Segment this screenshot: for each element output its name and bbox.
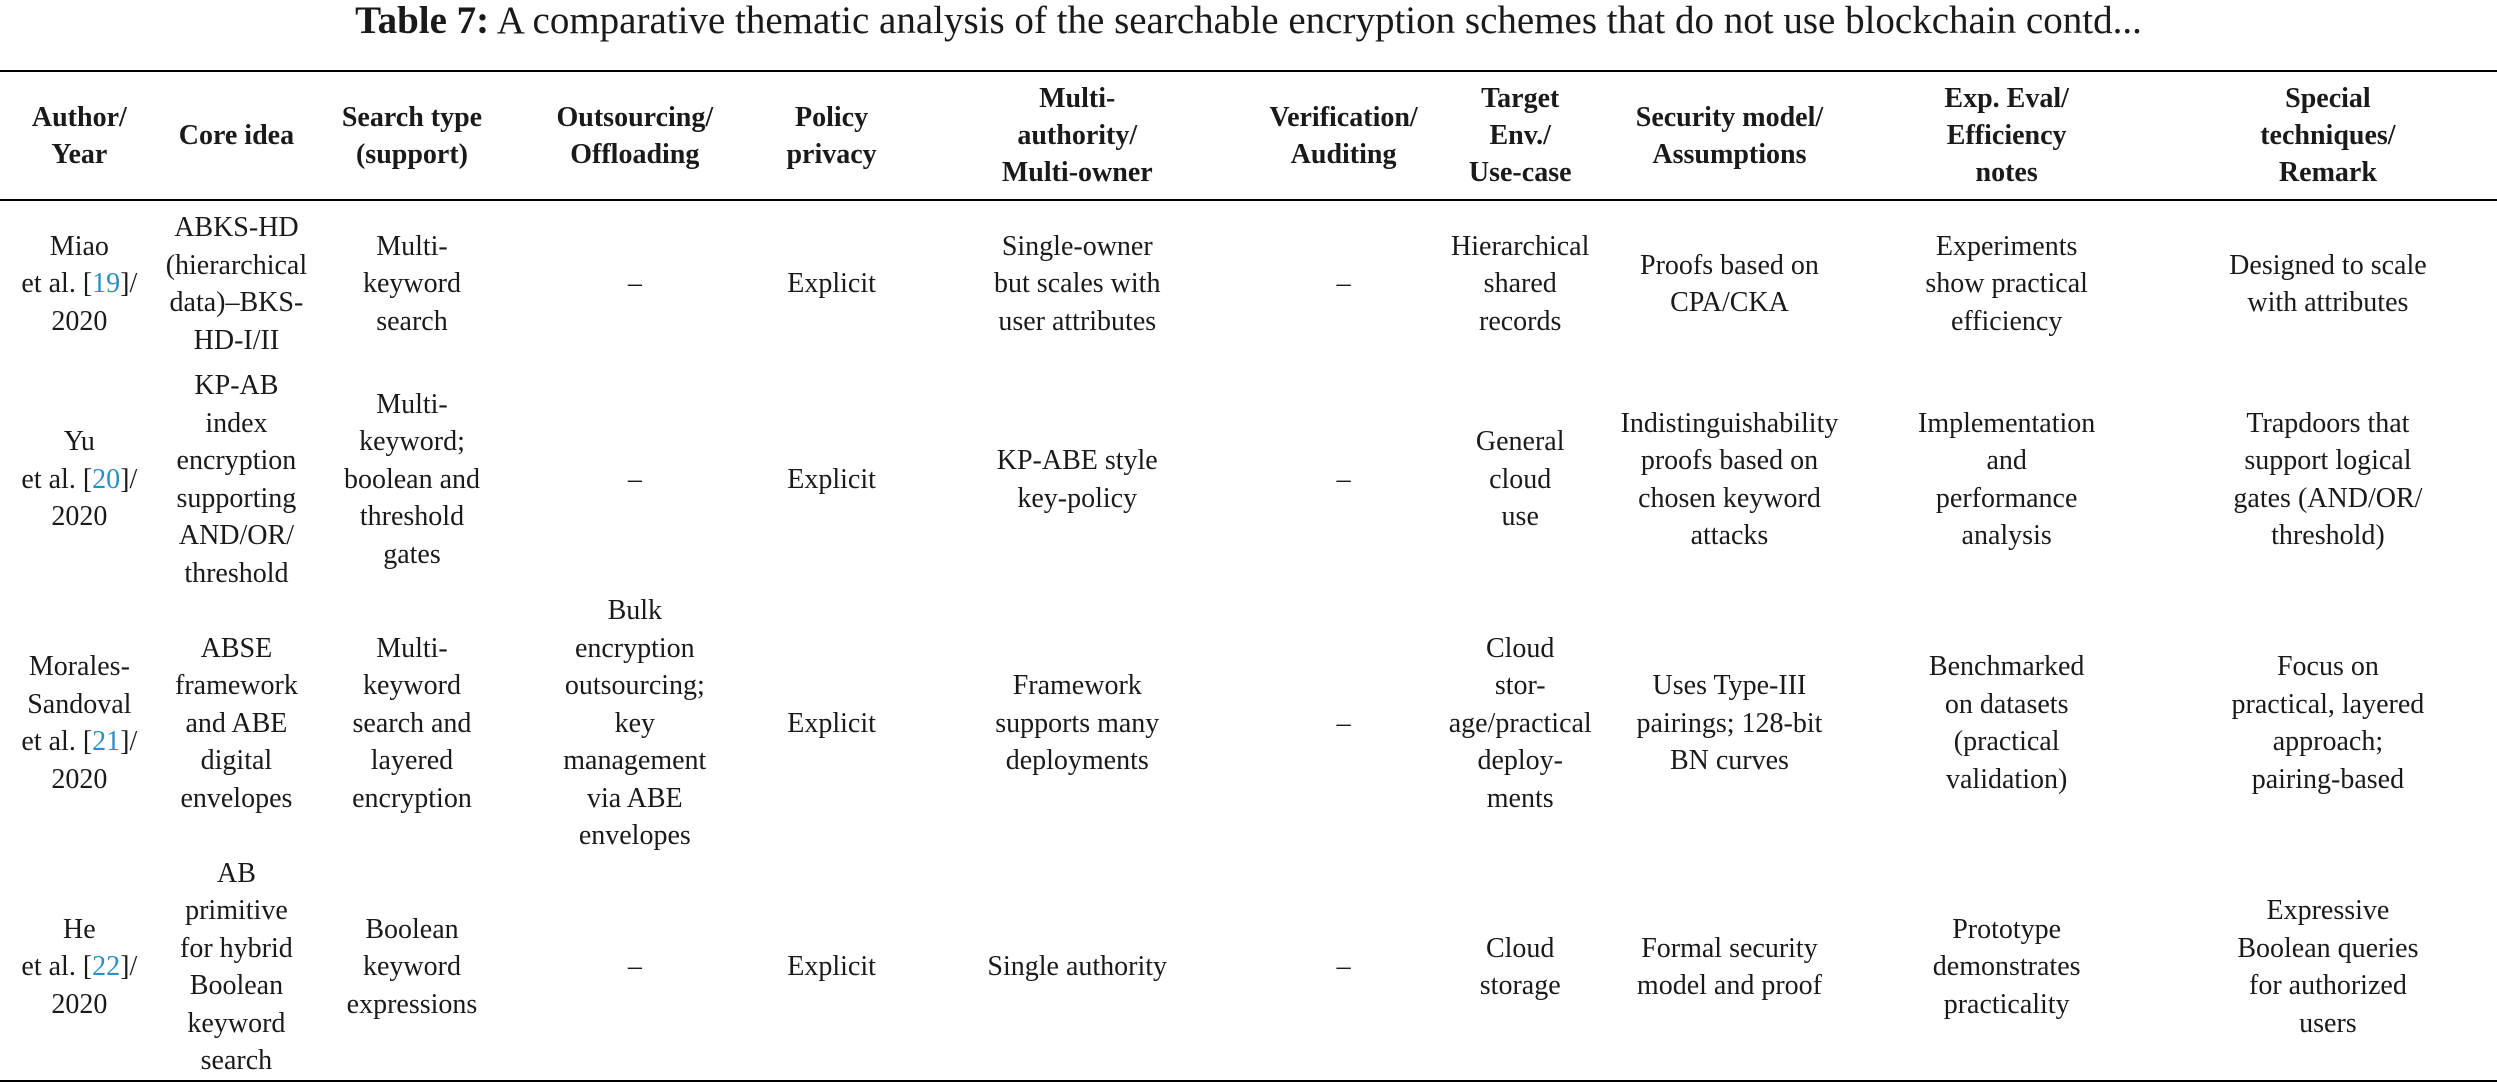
cell-line: envelopes: [578, 820, 691, 851]
table-cell: [1251, 200, 1436, 367]
column-header-line: Target: [1481, 83, 1560, 114]
author-year: 2020: [51, 763, 108, 795]
cell-line: Cloud: [1485, 632, 1555, 664]
column-header-line: Verification/: [1269, 101, 1418, 133]
column-header-line: Special: [2285, 83, 2371, 114]
cell-line: keyword: [362, 268, 461, 300]
cell-line: Proofs based on: [1640, 249, 1819, 281]
cell-line: (practical: [1953, 726, 2060, 758]
cell-line: with attributes: [2247, 287, 2409, 318]
author-name: Yu: [63, 426, 95, 458]
cell-line: but scales with: [994, 268, 1161, 300]
table-cell: [314, 200, 510, 367]
cell-line: outsourcing;: [564, 670, 705, 701]
column-header-line: Remark: [2278, 157, 2377, 188]
cell-line: –: [1336, 463, 1351, 495]
reference-link[interactable]: 19: [92, 268, 121, 300]
cell-line: validation): [1946, 763, 2068, 795]
cell-line: Bulk: [607, 595, 663, 626]
cell-line: key-policy: [1017, 482, 1138, 514]
table-cell: [314, 855, 510, 1081]
author-year-cell: [0, 200, 159, 367]
cell-line: –: [1336, 268, 1351, 300]
author-etal: et al. [: [21, 726, 93, 758]
cell-line: Benchmarked: [1928, 651, 2085, 683]
table-cell: [1604, 592, 1854, 855]
cell-line: HD-I/II: [193, 324, 280, 356]
cell-line: cloud: [1489, 463, 1552, 495]
table-cell: [2159, 200, 2497, 367]
column-header-line: Auditing: [1290, 138, 1397, 170]
table-cell: [903, 200, 1251, 367]
column-header: [314, 71, 510, 200]
cell-line: approach;: [2272, 726, 2384, 758]
table-row: [0, 200, 2497, 367]
cell-line: deployments: [1005, 745, 1149, 776]
cell-line: Uses Type-III: [1652, 670, 1807, 701]
cell-line: Explicit: [787, 463, 876, 495]
table-cell: [1854, 200, 2158, 367]
caption-text: A comparative thematic analysis of the searchable encryption schemes that do not use blockchain contd...: [489, 0, 2142, 42]
cell-line: performance: [1935, 482, 2078, 514]
cell-line: proofs based on: [1640, 445, 1819, 476]
cell-line: deploy-: [1477, 745, 1563, 776]
cell-line: chosen keyword: [1638, 482, 1821, 514]
cell-line: keyword: [362, 670, 461, 701]
cell-line: analysis: [1961, 520, 2052, 551]
cell-line: (hierarchical: [165, 249, 308, 281]
table-cell: [903, 855, 1251, 1081]
header-row: [0, 71, 2497, 200]
column-header-line: Assumptions: [1652, 138, 1807, 170]
author-year-cell: [0, 592, 159, 855]
column-header-line: Efficiency: [1946, 120, 2067, 151]
reference-link[interactable]: 20: [92, 463, 121, 495]
author-etal-close: ]/: [120, 726, 138, 758]
table-cell: [510, 855, 760, 1081]
table-cell: [1854, 855, 2158, 1081]
table-cell: [2159, 592, 2497, 855]
table-row: [0, 367, 2497, 592]
table-cell: [760, 855, 903, 1081]
author-etal-close: ]/: [120, 268, 138, 300]
author-etal: et al. [: [21, 463, 93, 495]
table-cell: [510, 367, 760, 592]
cell-line: Multi-: [376, 632, 448, 664]
table-cell: [1854, 592, 2158, 855]
column-header-line: Use-case: [1468, 157, 1572, 188]
cell-line: Boolean: [365, 913, 459, 945]
column-header-line: Search type: [341, 101, 483, 133]
cell-line: digital: [200, 745, 273, 776]
cell-line: Indistinguishability: [1620, 407, 1839, 439]
author-name: Miao: [49, 230, 109, 262]
reference-link[interactable]: 21: [92, 726, 121, 758]
author-name: Sandoval: [27, 688, 132, 720]
author-etal-close: ]/: [120, 463, 138, 495]
cell-line: Experiments: [1935, 230, 2078, 262]
cell-line: General: [1475, 426, 1565, 458]
cell-line: ABKS-HD: [174, 212, 299, 243]
cell-line: AND/OR/: [178, 520, 294, 551]
cell-line: threshold: [184, 557, 289, 589]
column-header-line: Multi-: [1039, 83, 1116, 114]
cell-line: practical, layered: [2231, 688, 2425, 720]
column-header: [1854, 71, 2158, 200]
cell-line: use: [1501, 501, 1539, 533]
cell-line: management: [563, 745, 707, 776]
table-cell: [2159, 367, 2497, 592]
table-cell: [1604, 855, 1854, 1081]
column-header: [1251, 71, 1436, 200]
cell-line: Explicit: [787, 951, 876, 983]
table-row: [0, 855, 2497, 1081]
cell-line: keyword;: [359, 426, 465, 458]
cell-line: Implementation: [1918, 407, 2096, 439]
cell-line: gates: [383, 538, 441, 570]
column-header: [903, 71, 1251, 200]
cell-line: Boolean queries: [2237, 932, 2419, 964]
cell-line: Boolean: [189, 970, 284, 1001]
column-header-line: Policy: [795, 101, 869, 133]
cell-line: stor-: [1494, 670, 1546, 701]
column-header-line: Offloading: [570, 138, 700, 170]
cell-line: supporting: [176, 482, 297, 514]
cell-line: encryption: [574, 632, 695, 664]
cell-line: –: [1336, 707, 1351, 739]
table-cell: [314, 367, 510, 592]
reference-link[interactable]: 22: [92, 951, 121, 983]
cell-line: encryption: [176, 445, 297, 476]
table-cell: [1436, 367, 1604, 592]
cell-line: pairing-based: [2251, 763, 2405, 795]
cell-line: Prototype: [1952, 913, 2062, 945]
author-year-cell: [0, 855, 159, 1081]
cell-line: gates (AND/OR/: [2233, 482, 2423, 514]
cell-line: ments: [1486, 782, 1554, 814]
cell-line: practicality: [1943, 988, 2070, 1020]
column-header: [159, 71, 314, 200]
cell-line: Multi-: [376, 388, 448, 420]
author-year: 2020: [51, 305, 108, 337]
cell-line: keyword: [362, 951, 461, 983]
table-cell: [1436, 592, 1604, 855]
column-header: [1436, 71, 1604, 200]
table-cell: [1436, 855, 1604, 1081]
table-cell: [159, 592, 314, 855]
column-header: [0, 71, 159, 200]
cell-line: support logical: [2244, 445, 2412, 476]
table-cell: [760, 592, 903, 855]
author-etal: et al. [: [21, 951, 93, 983]
column-header: [760, 71, 903, 200]
cell-line: on datasets: [1944, 688, 2069, 720]
table-cell: [159, 367, 314, 592]
column-header-line: notes: [1975, 157, 2038, 188]
author-name: Morales-: [28, 651, 130, 683]
column-header-line: techniques/: [2260, 120, 2396, 151]
table-cell: [314, 592, 510, 855]
column-header-line: Security model/: [1635, 101, 1824, 133]
cell-line: –: [627, 463, 642, 495]
table-cell: [159, 200, 314, 367]
cell-line: demonstrates: [1932, 951, 2081, 983]
cell-line: model and proof: [1636, 970, 1822, 1001]
cell-line: data)–BKS-: [169, 287, 304, 318]
cell-line: Formal security: [1641, 932, 1818, 964]
cell-line: search: [376, 305, 448, 337]
cell-line: –: [1336, 951, 1351, 983]
column-header-line: Core idea: [178, 120, 295, 151]
cell-line: threshold): [2271, 520, 2385, 551]
column-header-line: (support): [355, 138, 468, 170]
cell-line: framework: [175, 670, 298, 701]
table-cell: [760, 200, 903, 367]
cell-line: Designed to scale: [2229, 249, 2427, 281]
table-cell: [1251, 592, 1436, 855]
cell-line: BN curves: [1669, 745, 1789, 776]
table-body: [0, 200, 2497, 1081]
cell-line: show practical: [1925, 268, 2088, 300]
table-cell: [1251, 855, 1436, 1081]
cell-line: Single-owner: [1001, 230, 1153, 262]
column-header: [510, 71, 760, 200]
cell-line: Explicit: [787, 268, 876, 300]
cell-line: boolean and: [343, 463, 480, 495]
table-row: [0, 592, 2497, 855]
table-cell: [903, 592, 1251, 855]
cell-line: supports many: [995, 707, 1160, 739]
table-cell: [1436, 200, 1604, 367]
cell-line: and: [1986, 445, 2027, 476]
cell-line: age/practical: [1448, 707, 1592, 739]
cell-line: Multi-: [376, 230, 448, 262]
cell-line: Focus on: [2276, 651, 2379, 683]
cell-line: encryption: [352, 782, 472, 814]
table-cell: [510, 592, 760, 855]
table-cell: [903, 367, 1251, 592]
table-cell: [1251, 367, 1436, 592]
author-year: 2020: [51, 988, 108, 1020]
cell-line: Trapdoors that: [2246, 407, 2410, 439]
column-header-line: Author/: [31, 101, 127, 133]
cell-line: AB primitive: [185, 857, 288, 926]
table-cell: [760, 367, 903, 592]
cell-line: and ABE: [185, 707, 288, 739]
cell-line: storage: [1479, 970, 1561, 1001]
cell-line: Expressive: [2266, 895, 2390, 926]
cell-line: efficiency: [1950, 305, 2063, 337]
cell-line: CPA/CKA: [1670, 287, 1789, 318]
cell-line: keyword: [187, 1007, 286, 1039]
cell-line: –: [627, 951, 642, 983]
cell-line: expressions: [346, 988, 478, 1020]
cell-line: attacks: [1690, 520, 1769, 551]
cell-line: records: [1479, 305, 1562, 337]
cell-line: Cloud: [1485, 932, 1555, 964]
cell-line: search and: [352, 707, 472, 739]
table-cell: [1604, 200, 1854, 367]
column-header-line: privacy: [786, 138, 877, 170]
author-year: 2020: [51, 501, 108, 533]
column-header: [2159, 71, 2497, 200]
table-caption: [0, 0, 2497, 50]
column-header-line: Env./: [1489, 120, 1551, 151]
cell-line: users: [2299, 1007, 2357, 1039]
column-header: [1604, 71, 1854, 200]
table-cell: [159, 855, 314, 1081]
cell-line: Hierarchical: [1451, 230, 1590, 262]
author-name: He: [63, 913, 96, 945]
cell-line: layered: [370, 745, 454, 776]
table-cell: [510, 200, 760, 367]
cell-line: envelopes: [180, 782, 293, 814]
comparison-table: [0, 70, 2497, 1082]
cell-line: for authorized: [2249, 970, 2407, 1001]
column-header-line: Outsourcing/: [556, 101, 714, 133]
cell-line: Explicit: [787, 707, 876, 739]
cell-line: pairings; 128-bit: [1636, 707, 1823, 739]
cell-line: threshold: [359, 501, 465, 533]
cell-line: KP-ABE style: [996, 445, 1158, 476]
column-header-line: authority/: [1017, 120, 1138, 151]
cell-line: shared: [1483, 268, 1557, 300]
column-header-line: Year: [51, 138, 108, 170]
table-cell: [2159, 855, 2497, 1081]
cell-line: for hybrid: [180, 932, 293, 964]
cell-line: ABSE: [200, 632, 273, 664]
author-etal: et al. [: [21, 268, 93, 300]
column-header-line: Exp. Eval/: [1944, 83, 2069, 114]
author-year-cell: [0, 367, 159, 592]
cell-line: Framework: [1012, 670, 1142, 701]
table-cell: [1854, 367, 2158, 592]
cell-line: –: [627, 268, 642, 300]
cell-line: search: [200, 1045, 273, 1076]
cell-line: Single authority: [987, 951, 1168, 983]
column-header-line: Multi-owner: [1001, 157, 1153, 188]
cell-line: KP-AB index: [194, 370, 279, 439]
table-cell: [1604, 367, 1854, 592]
caption-label: Table 7:: [355, 0, 490, 42]
cell-line: key: [614, 707, 656, 739]
cell-line: via ABE: [586, 782, 683, 814]
author-etal-close: ]/: [120, 951, 138, 983]
cell-line: user attributes: [998, 305, 1157, 337]
